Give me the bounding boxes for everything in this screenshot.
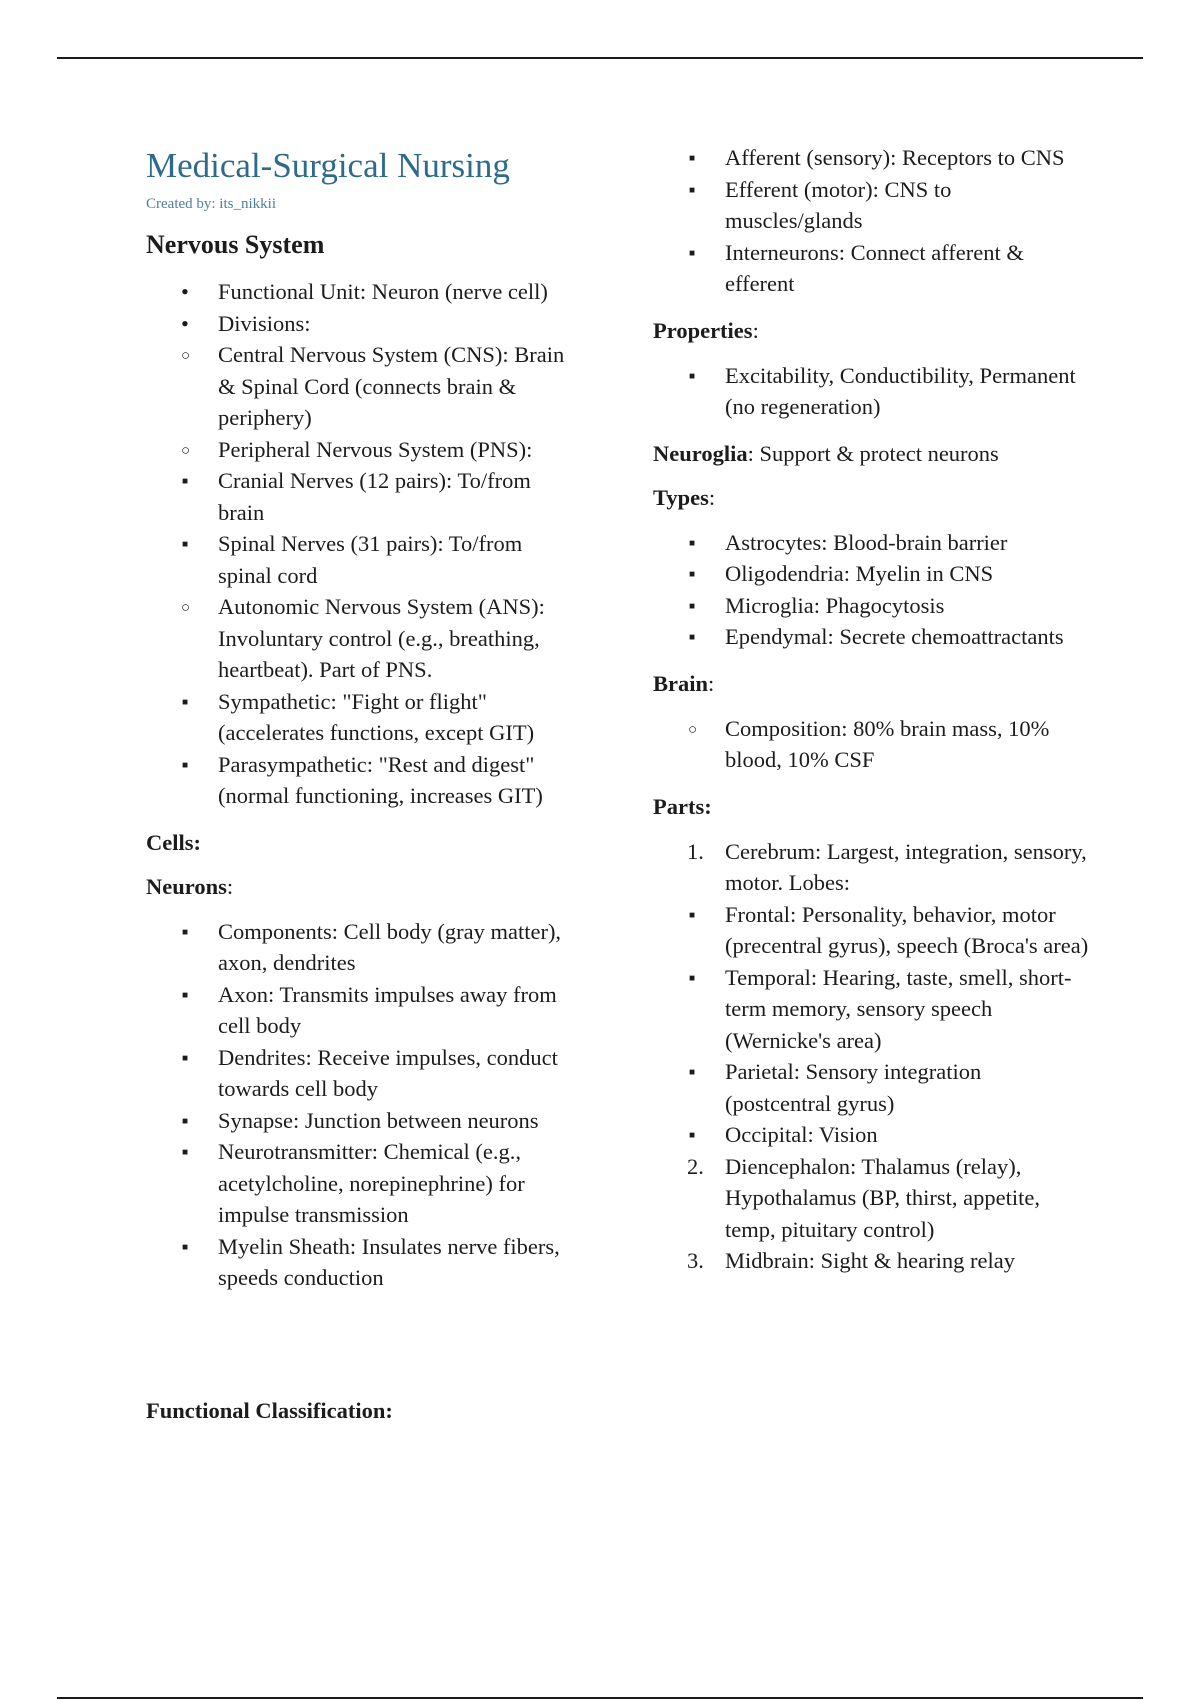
bullet-square-icon [181,979,211,1016]
list-item [653,558,1093,590]
neuron-list [146,916,576,1294]
bullet-square-icon [181,465,211,502]
bullet-disc-icon [181,276,211,308]
list-item-text: Axon: Transmits impulses away from cell body [218,981,557,1038]
list-item [146,339,576,434]
list-item [146,465,576,528]
list-item-text: Oligodendria: Myelin in CNS [725,561,994,586]
bottom-rule [57,1697,1143,1699]
list-item [146,1105,576,1137]
neurons-heading: Neurons: [146,873,234,899]
types-list [653,527,1093,653]
bullet-square-icon [688,360,718,397]
list-item [146,308,576,340]
list-item [653,962,1093,1057]
bullet-square-icon [181,749,211,786]
list-item-text: Ependymal: Secrete chemoattractants [725,624,1064,649]
list-item-text: Frontal: Personality, behavior, motor (precentral gyrus), speech (Broca's area) [725,901,1089,958]
list-number: 3. [687,1248,704,1273]
list-item-text: Spinal Nerves (31 pairs): To/from spinal cord [218,531,523,588]
list-item [146,686,576,749]
properties-heading: Properties: [653,317,759,343]
list-item [146,276,576,308]
right-column [653,142,1093,1293]
list-item-text: Midbrain: Sight & hearing relay [725,1248,1015,1273]
list-item-text: Myelin Sheath: Insulates nerve fibers, speeds conduction [218,1233,560,1290]
bullet-square-icon [688,1056,718,1093]
document-title: Medical-Surgical Nursing [146,146,510,185]
overview-list [146,276,576,812]
bullet-square-icon [181,916,211,953]
bullet-disc-icon [181,308,211,340]
bullet-square-icon [181,1231,211,1268]
list-item-text: Components: Cell body (gray matter), axon, dendrites [218,918,562,975]
list-item-text: Astrocytes: Blood-brain barrier [725,529,1008,555]
list-item [146,434,576,466]
parts-heading: Parts: [653,793,712,819]
bullet-circle-icon [181,591,211,627]
list-item-text: Microglia: Phagocytosis [725,592,945,618]
list-number: 2. [687,1153,704,1179]
neuroglia-line: Neuroglia: Support & protect neurons [653,440,999,466]
list-item [653,1245,1093,1277]
bullet-square-icon [181,528,211,565]
list-item [146,979,576,1042]
list-item [653,1056,1093,1119]
properties-list [653,360,1093,423]
list-item [653,1119,1093,1151]
bullet-circle-icon [181,339,211,375]
parts-list [653,836,1093,1277]
list-item [146,591,576,686]
classification-list [653,142,1093,300]
list-item-text: Occipital: Vision [725,1122,878,1147]
list-item [653,621,1093,653]
list-item-text: Parietal: Sensory integration (postcentral gyrus) [725,1059,982,1116]
list-item-text: Parasympathetic: "Rest and digest" (normal functioning, increases GIT) [218,751,543,808]
list-item-text: Composition: 80% brain mass, 10% blood, 10% CSF [725,715,1050,772]
list-item-text: Functional Unit: Neuron (nerve cell) [218,279,548,304]
left-column [146,132,576,1440]
list-item [653,360,1093,423]
list-item-text: Cranial Nerves (12 pairs): To/from brain [218,468,531,525]
list-item-text: Sympathetic: "Fight or flight" (accelerates functions, except GIT) [218,688,535,745]
list-item-text: Interneurons: Connect afferent & efferent [725,239,1024,296]
list-item [653,899,1093,962]
list-item [653,836,1093,899]
top-rule [57,57,1143,59]
cells-heading: Cells: [146,829,201,855]
list-number: 1. [687,838,704,864]
brain-heading: Brain: [653,670,715,696]
bullet-square-icon [688,174,718,211]
functional-classification-heading: Functional Classification: [146,1397,393,1423]
list-item [653,590,1093,622]
list-item [653,1151,1093,1246]
list-item [146,528,576,591]
list-item [653,237,1093,300]
list-item-text: Cerebrum: Largest, integration, sensory, motor. Lobes: [725,838,1087,895]
brain-list [653,713,1093,776]
list-item-text: Diencephalon: Thalamus (relay), Hypothalamus (BP, thirst, appetite, temp, pituitary control) [725,1153,1040,1242]
bullet-square-icon [688,962,718,999]
bullet-square-icon [181,1042,211,1079]
list-item [653,713,1093,776]
bullet-square-icon [688,237,718,274]
list-item [146,916,576,979]
list-item-text: Temporal: Hearing, taste, smell, short-term memory, sensory speech (Wernicke's area) [725,964,1072,1053]
list-item-text: Excitability, Conductibility, Permanent (no regeneration) [725,362,1076,419]
list-item-text: Central Nervous System (CNS): Brain & Spinal Cord (connects brain & periphery) [218,342,565,430]
bullet-square-icon [181,1136,211,1173]
list-item-text: Dendrites: Receive impulses, conduct towards cell body [218,1044,558,1101]
list-item-text: Peripheral Nervous System (PNS): [218,436,533,462]
list-item [146,1042,576,1105]
bullet-square-icon [181,686,211,723]
bullet-square-icon [688,621,718,658]
bullet-circle-icon [688,713,718,749]
list-item [653,527,1093,559]
column-gap [146,1310,576,1388]
bullet-square-icon [688,899,718,936]
list-item-text: Autonomic Nervous System (ANS): Involuntary control (e.g., breathing, heartbeat). Part of PNS. [218,594,545,682]
list-item [146,749,576,812]
list-item [653,174,1093,237]
types-heading: Types: [653,484,716,510]
author-credit: Created by: its_nikkii [146,196,276,212]
list-item-text: Divisions: [218,310,311,336]
list-item [146,1231,576,1294]
list-item-text: Efferent (motor): CNS to muscles/glands [725,176,952,233]
section-heading-nervous-system: Nervous System [146,230,325,259]
bullet-circle-icon [181,434,211,470]
list-item [653,142,1093,174]
list-item-text: Afferent (sensory): Receptors to CNS [725,145,1065,170]
list-item-text: Synapse: Junction between neurons [218,1107,539,1133]
list-item-text: Neurotransmitter: Chemical (e.g., acetylcholine, norepinephrine) for impulse transmission [218,1139,525,1227]
list-item [146,1136,576,1231]
